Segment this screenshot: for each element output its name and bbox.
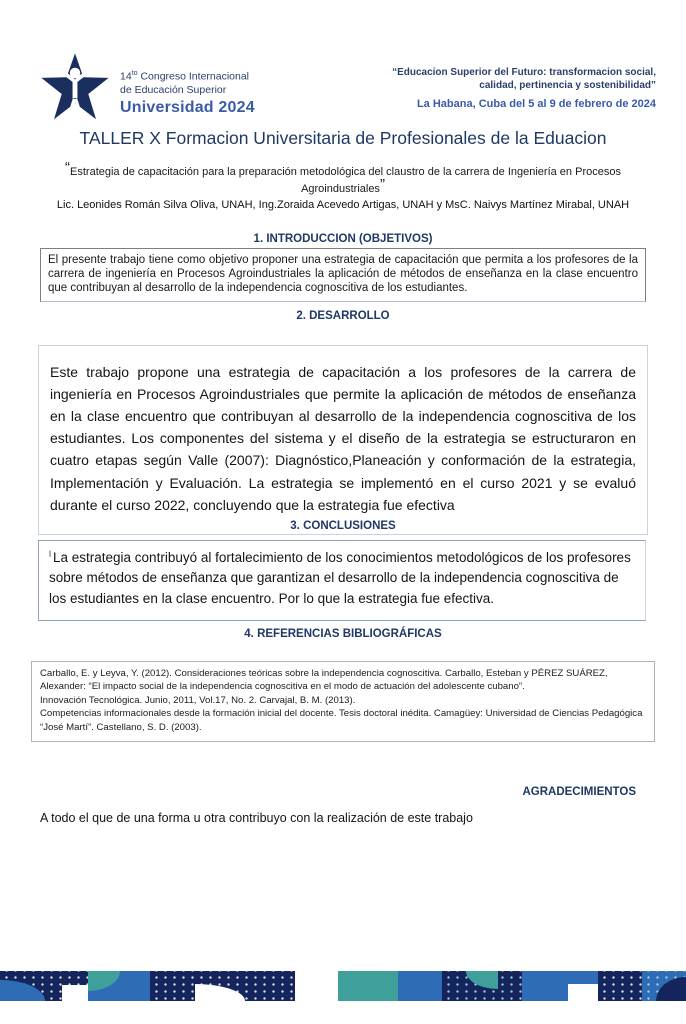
reference-item: Innovación Tecnológica. Junio, 2011, Vol.17, No. 2. Carvajal, B. M. (2013).: [40, 694, 356, 706]
band-notch: [568, 984, 598, 1001]
conclusions-text: La estrategia contribuyó al fortalecimiento de los conocimientos metodológicos de los profesores sobre métodos de enseñanza que garantizan el desarrollo de la independencia cognoscitiva de los estudiantes en la clase encuentro. Por lo que la estrategia fue efectiva.: [49, 550, 631, 606]
subtitle-text: Estrategia de capacitación para la preparación metodológica del claustro de la carrera de Ingeniería en Procesos Agroindustriales: [70, 166, 621, 195]
acknowledgements-heading: AGRADECIMIENTOS: [522, 786, 636, 798]
decorative-footer-band: [0, 971, 686, 1001]
section-heading-conclusions: 3. CONCLUSIONES: [290, 520, 396, 532]
development-body-box: Este trabajo propone una estrategia de capacitación a los profesores de la carrera de ingeniería en Procesos Agroindustriales que permite la aplicación de métodos de enseñanza en la clase encuentro que contribuyan al desarrollo de la independencia cognoscitiva de los estudiantes. Los componentes del sistema y el diseño de la estrategia se estructuraron en cuatro etapas según Valle (2007): Diagnóstico,Planeación y conformación de la estrategia, Implementación y Evaluación. La estrategia se implementó en el curso 2021 y se evaluó durante el curso 2022, concluyendo que la estrategia fue efectiva: [38, 345, 648, 535]
band-block: [598, 971, 642, 1001]
section-heading-introduction: 1. INTRODUCCION (OBJETIVOS): [253, 233, 433, 245]
congress-brand: Universidad 2024: [120, 98, 255, 116]
band-block: [398, 971, 442, 1001]
page-title: TALLER X Formacion Universitaria de Profesionales de la Eduacion: [79, 128, 607, 148]
congress-logo: [38, 52, 255, 122]
stray-mark: l: [49, 549, 51, 559]
star-figure-icon: [38, 52, 112, 122]
band-notch: [62, 985, 88, 1001]
congress-logo-text: [120, 56, 255, 118]
references-box: [31, 661, 655, 742]
band-block: [338, 971, 398, 1001]
acknowledgements-text: A todo el que de una forma u otra contribuyo con la realización de este trabajo: [40, 811, 473, 825]
page-header: [38, 52, 656, 122]
congress-line1: $14^{to}$ Congreso Internacional: [120, 70, 250, 83]
paper-subtitle: [30, 159, 656, 196]
section-heading-references: 4. REFERENCIAS BIBLIOGRÁFICAS: [244, 628, 442, 640]
motto-line1: “Educacion Superior del Futuro: transformacion social,: [392, 67, 656, 78]
event-location-date: La Habana, Cuba del 5 al 9 de febrero de 2024: [416, 98, 656, 110]
close-quote: ”: [379, 176, 385, 193]
band-gap: [295, 971, 338, 1001]
congress-line2: de Educación Superior: [120, 83, 227, 96]
open-quote: “: [65, 159, 71, 176]
congress-motto: [392, 52, 656, 110]
authors-line: Lic. Leonides Román Silva Oliva, UNAH, Ing.Zoraida Acevedo Artigas, UNAH y MsC. Naivys Martínez Mirabal, UNAH: [56, 199, 630, 211]
conclusions-body-box: [38, 540, 646, 621]
section-heading-development: 2. DESARROLLO: [296, 310, 390, 322]
reference-item: Competencias informacionales desde la formación inicial del docente. Tesis doctoral inédita. Camagüey: Universidad de Ciencias Pedagógica “José Martí”. Castellano, S. D. (2003).: [40, 708, 643, 733]
reference-item: Carballo, E. y Leyva, Y. (2012). Consideraciones teóricas sobre la independencia cognoscitiva. Carballo, Esteban y PÉREZ SUÁREZ, Alexander: “El impacto social de la independencia cognoscitiva en el modo de actuación del adolescente cubano”.: [40, 668, 608, 693]
motto-line2: calidad, pertinencia y sostenibilidad”: [479, 80, 656, 91]
introduction-body-box: El presente trabajo tiene como objetivo proponer una estrategia de capacitación que permita a los profesores de la carrera de ingeniería en Procesos Agroindustriales la aplicación de métodos de enseñanza en la clase encuentro que contribuyan al desarrollo de la independencia cognoscitiva de los estudiantes.: [40, 248, 646, 302]
